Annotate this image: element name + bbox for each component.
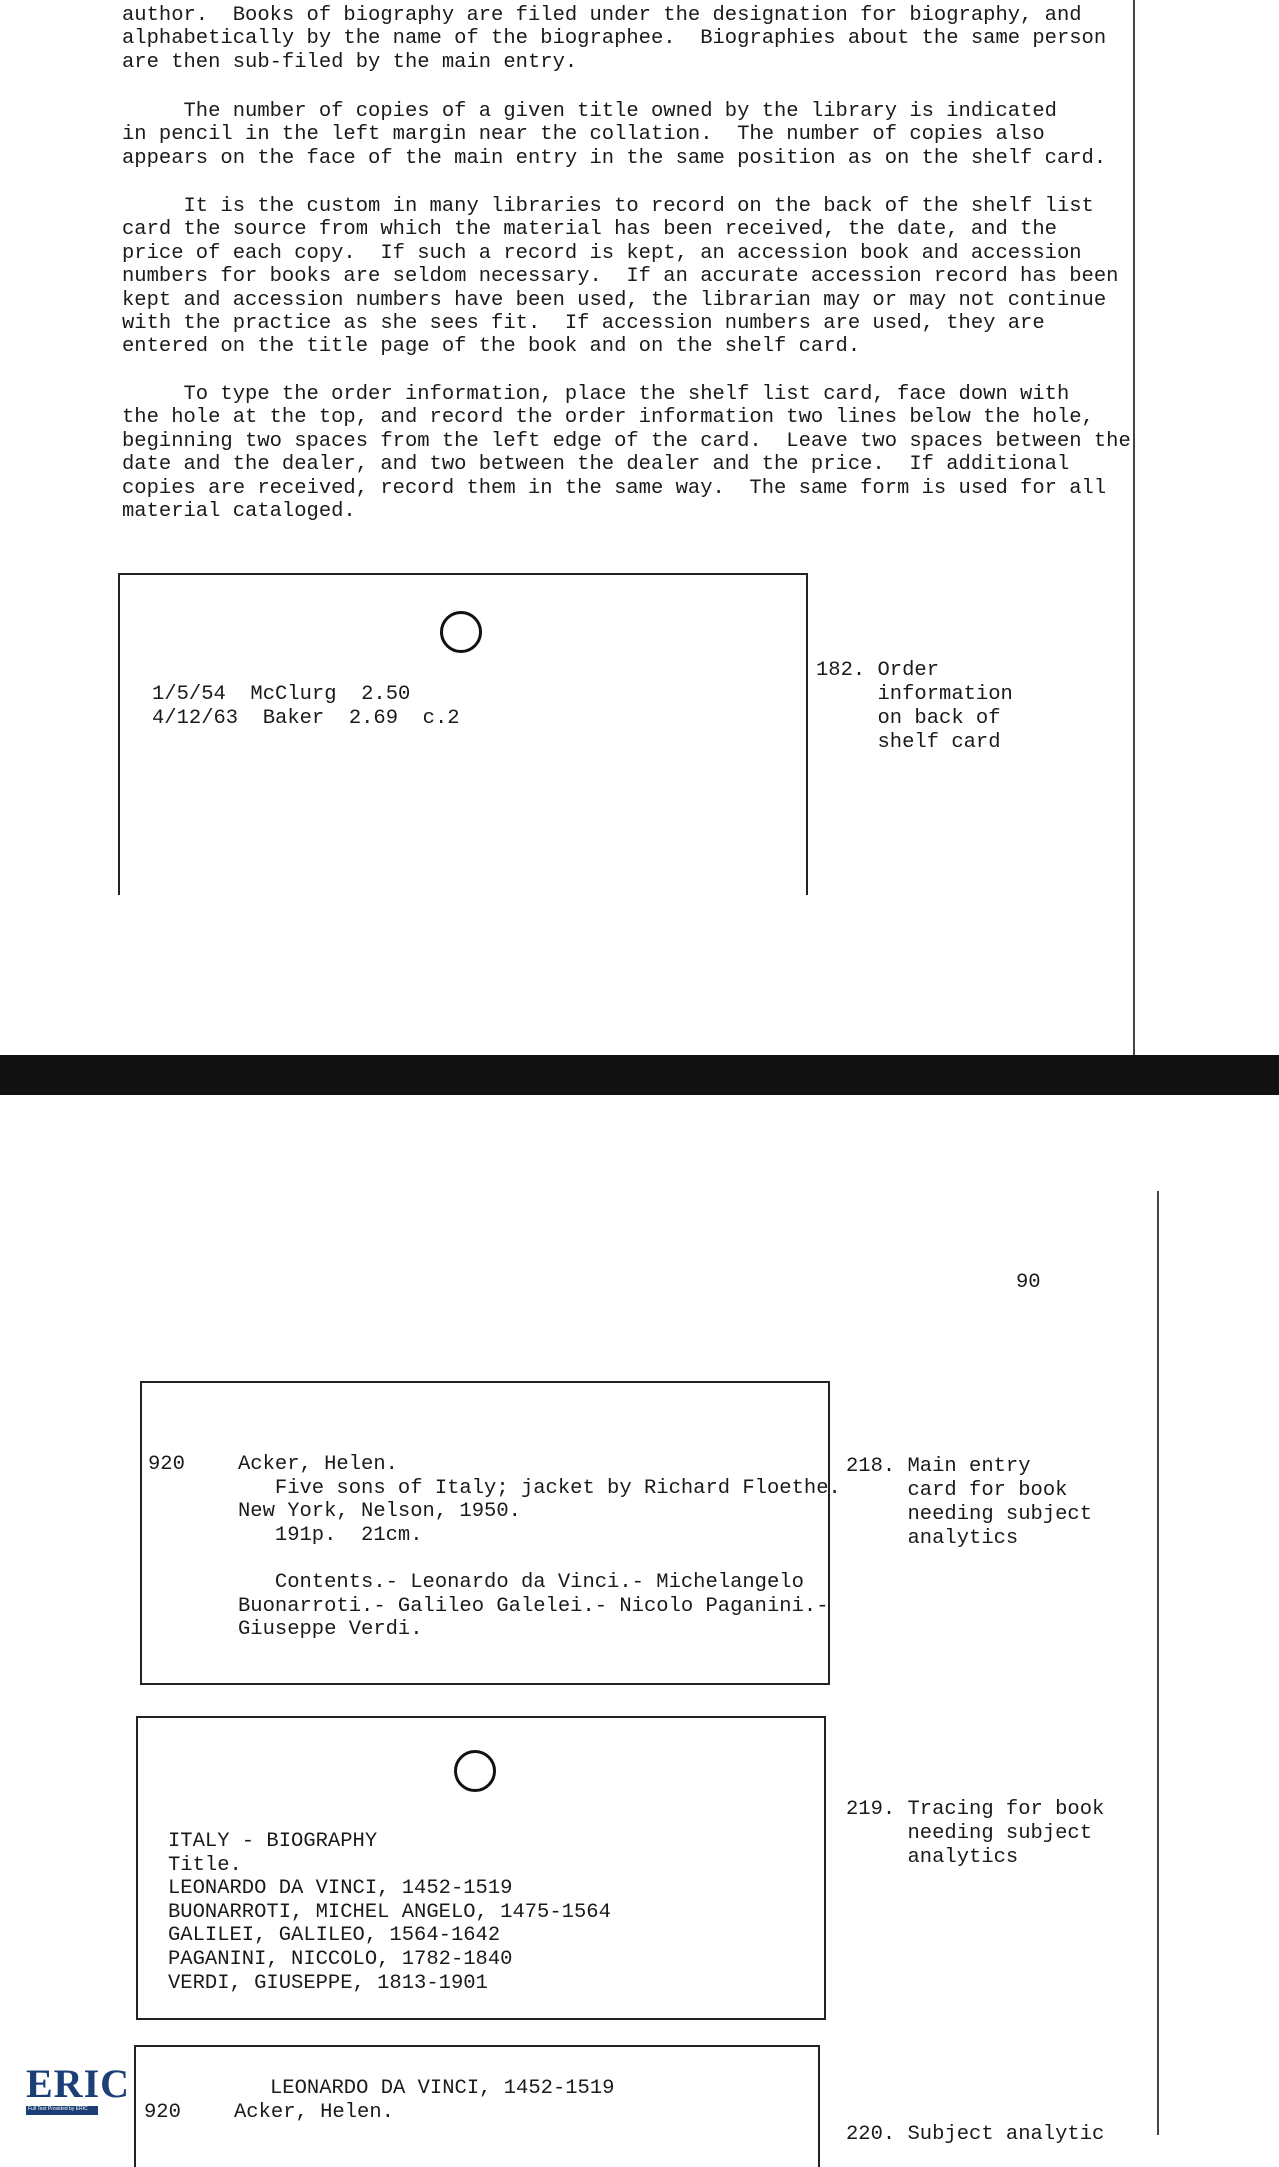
- shelf-card-back: [118, 573, 808, 895]
- tracing-text: ITALY - BIOGRAPHY Title. LEONARDO DA VINCI, 1452-1519 BUONARROTI, MICHEL ANGELO, 1475-1564 GALILEI, GALILEO, 1564-1642 PAGANINI, NICCOLO, 1782-1840 VERDI, GIUSEPPE, 1813-1901: [168, 1830, 611, 1995]
- subject-analytic-card: [134, 2045, 820, 2167]
- card-hole: [440, 611, 482, 653]
- figure-caption-182: 182. Order information on back of shelf card: [816, 659, 1013, 754]
- right-margin-line: [1133, 0, 1135, 1055]
- eric-logo-text: ERIC: [26, 2061, 131, 2106]
- analytic-heading: LEONARDO DA VINCI, 1452-1519: [270, 2077, 615, 2100]
- page-lower: [0, 1095, 1279, 2146]
- main-entry-card: [140, 1381, 841, 1685]
- eric-logo-subtext: Full Text Provided by ERIC: [28, 2106, 88, 2112]
- figure-caption-218: 218. Main entry card for book needing subject analytics: [846, 1455, 1093, 1550]
- order-information-lines: 1/5/54 McClurg 2.50 4/12/63 Baker 2.69 c.2: [152, 683, 460, 730]
- figure-caption-220: 220. Subject analytic: [846, 2123, 1105, 2146]
- right-margin-line: [1157, 1191, 1159, 2135]
- card-hole: [454, 1750, 496, 1792]
- paragraph-accession-records: It is the custom in many libraries to record on the back of the shelf list card the source from which the material has been received, the date, and the price of each copy. If such a record is kept, an accession book and accession numbers for books are seldom necessary. If an accurate accession record has been kept and accession numbers have been used, the librarian may or may not continue with the practice as she sees fit. If accession numbers are used, they are entered on the title page of the book and on the shelf card.: [122, 195, 1119, 359]
- figure-caption-219: 219. Tracing for book needing subject analytics: [846, 1798, 1105, 1869]
- page-number: 90: [1016, 1271, 1041, 1294]
- main-entry-text: Acker, Helen. Five sons of Italy; jacket by Richard Floethe. New York, Nelson, 1950. 191p. 21cm. Contents.- Leonardo da Vinci.- Michelangelo Buonarroti.- Galileo Galelei.- Nicolo Paganini.- Giuseppe Verdi.: [238, 1453, 841, 1642]
- analytic-main-entry: Acker, Helen.: [234, 2101, 394, 2124]
- paragraph-biography-filing: author. Books of biography are filed under the designation for biography, and alphabetically by the name of the biographee. Biographies about the same person are then sub-filed by the main entry.: [122, 4, 1107, 74]
- call-number: 920: [144, 2101, 181, 2124]
- paragraph-number-of-copies: The number of copies of a given title owned by the library is indicated in pencil in the left margin near the collation. The number of copies also appears on the face of the main entry in the same position as on the shelf card.: [122, 100, 1107, 170]
- eric-logo: [26, 2060, 131, 2116]
- tracing-card: [136, 1716, 826, 2020]
- paragraph-order-information: To type the order information, place the shelf list card, face down with the hole at the top, and record the order information two lines below the hole, beginning two spaces from the left edge of the card. Leave two spaces between the date and the dealer, and two between the dealer and the price. If additional copies are received, record them in the same way. The same form is used for all material cataloged.: [122, 383, 1131, 524]
- page-upper: [0, 0, 1279, 1055]
- call-number: 920: [148, 1453, 185, 1476]
- page-divider: [0, 1055, 1279, 1095]
